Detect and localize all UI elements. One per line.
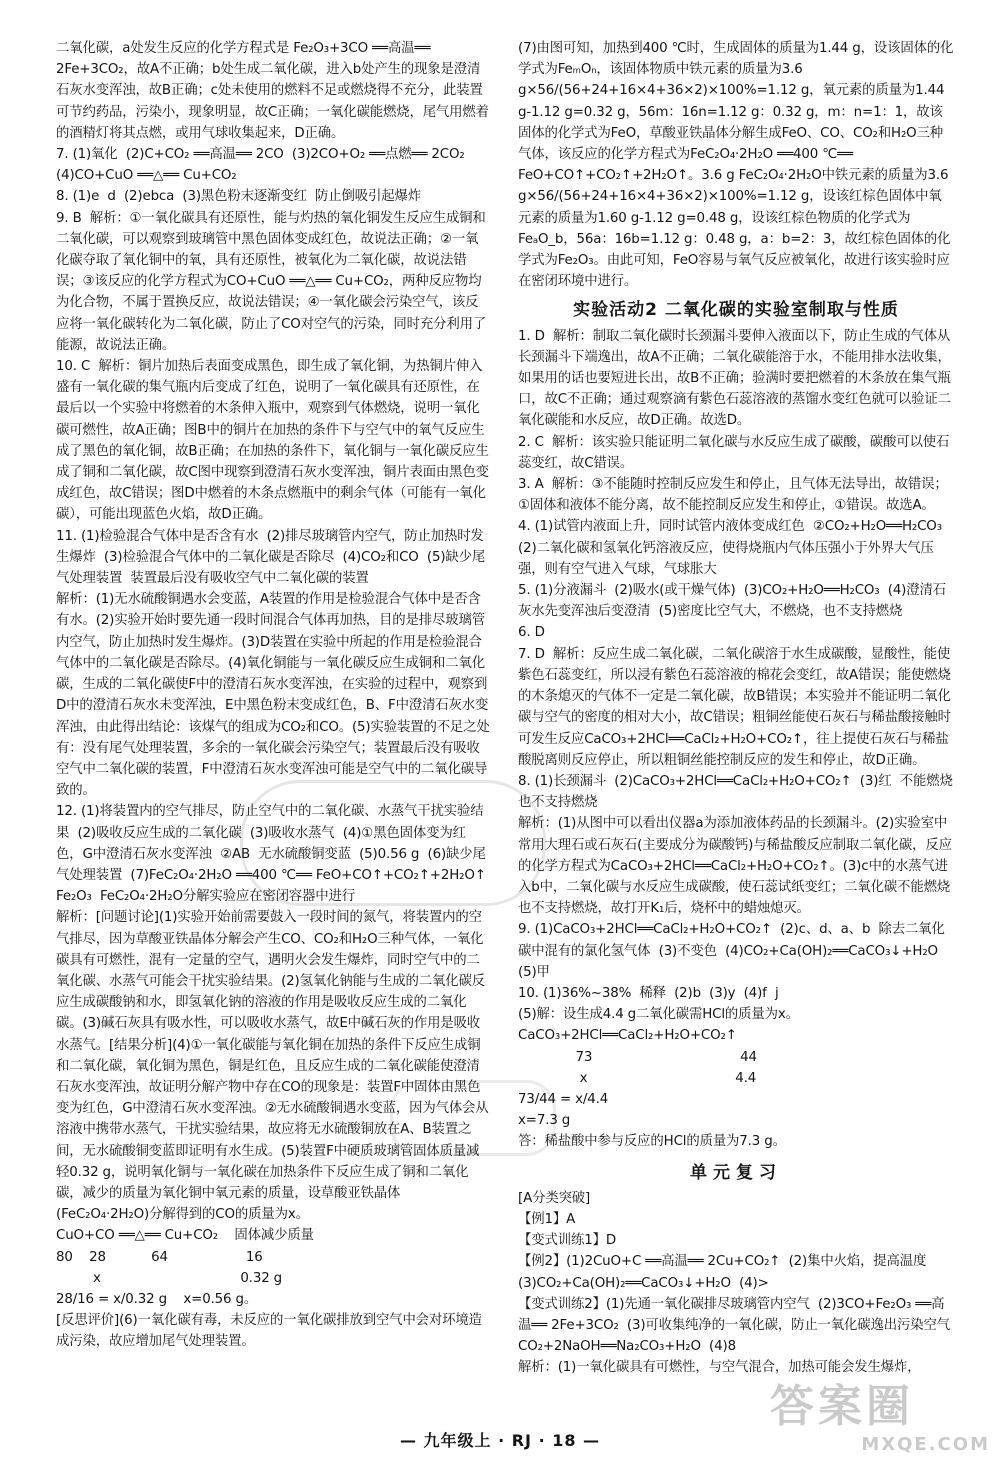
equation-line: 28/16 = x/0.32 g x=0.56 g。 <box>56 1291 258 1307</box>
example-1: 【例1】A <box>518 1211 576 1227</box>
answer-10: 10. C 解析：铜片加热后表面变成黑色，即生成了氧化铜，为热铜片伸入盛有一氧化碳的集气瓶内后变成了红色，说明了一氧化碳具有还原性，在最后以一个实验中将燃着的木条伸入瓶中，观察到气体燃烧，说明一氧化碳可燃性，故A正确；图B中的铜片在加热的条件下与空气中的氧气反应生成了黑色的氧化铜，故B正确；在加热的条件下，氧化铜与一氧化碳反应生成了铜和二氧化碳，故C图中现察到澄清石灰水变浑浊，铜片表面由黑色变成红色，故C错误；图D中燃着的木条点燃瓶中的剩余气体（可能有一氧化碳），可能出现蓝色火焰，故D正确。 <box>56 359 489 523</box>
faint-stamp <box>240 780 546 906</box>
answer-8: 8. (1)e d (2)ebca (3)黑色粉末逐渐变红 防止倒吸引起爆炸 <box>56 189 421 205</box>
category-label: [A分类突破] <box>518 1190 591 1206</box>
variant-2: 【变式训练2】(1)先通一氧化碳排尽玻璃管内空气 (2)3CO+Fe₂O₃ ══高温══ 2Fe+3CO₂ (3)可收集纯净的一氧化碳，防止一氧化碳逸出污染空气 CO₂+2NaOH══Na₂CO₃+H₂O (4)8 <box>518 1296 959 1355</box>
section-title: 实验活动2 二氧化碳的实验室制取与性质 <box>573 300 899 321</box>
exp-answer-4: 4. (1)试管内液面上升，同时试管内液体变成红色 ②CO₂+H₂O══H₂CO₃ (2)二氧化碳和氢氧化钙溶液反应，使得烧瓶内气体压强小于外界大气压强，则有空气进入气球，气球胀大 <box>518 519 951 577</box>
exp-answer-9: 9. (1)CaCO₃+2HCl══CaCl₂+H₂O+CO₂↑ (2)c、d、a、b 除去二氧化碳中混有的氯化氢气体 (3)不变色 (4)CO₂+Ca(OH)₂══CaCO₃↓+H₂O (5)甲 <box>518 922 947 980</box>
example-2: 【例2】(1)2CuO+C ══高温══ 2Cu+CO₂↑ (2)集中火焰，提高温度 (3)CO₂+Ca(OH)₂══CaCO₃↓+H₂O (4)> <box>518 1254 935 1291</box>
calc-line: 73 44 <box>518 1049 757 1065</box>
exp-answer-5: 5. (1)分液漏斗 (2)吸水(或干燥气体) (3)CO₂+H₂O══H₂CO₃ (4)澄清石灰水先变浑浊后变澄清 (5)密度比空气大，不燃烧，也不支持燃烧 <box>518 583 946 620</box>
answer-9: 9. B 解析：①一氧化碳具有还原性，能与灼热的氧化铜发生反应生成铜和二氧化碳，可以观察到玻璃管中黑色固体变成红色，故说法正确；②一氧化碳夺取了氧化铜中的氧，具有还原性，被氧化为二氧化碳，故说法错误；③该反应的化学方程式为CO+CuO ══△══ Cu+CO₂，两种反应物均为化合物，不属于置换反应，故说法错误；④一氧化碳会污染空气，该反应将一氧化碳转化为二氧化碳，防止了CO对空气的污染，同时充分利用了能源，故说法正确。 <box>56 210 487 353</box>
calc-line: x 4.4 <box>518 1070 757 1086</box>
equation-line: CuO+CO ══△══ Cu+CO₂ 固体减少质量 <box>56 1228 314 1244</box>
equation-line: 80 28 64 16 <box>56 1249 263 1265</box>
answer-11: 11. (1)检验混合气体中是否含有水 (2)排尽玻璃管内空气，防止加热时发生爆炸 (3)检验混合气体中的二氧化碳是否除尽 (4)CO₂和CO (5)缺少尾气处理装置 装置最后没有吸收空气中二氧化碳的装置 <box>56 528 486 587</box>
calc-line: (5)解：设生成4.4 g二氧化碳需HCl的质量为x。 <box>518 1007 799 1023</box>
equation-line: x 0.32 g <box>56 1270 283 1286</box>
variant-1: 【变式训练1】D <box>518 1233 616 1249</box>
answer-7-cont: (4)CO+CuO ══△══ Cu+CO₂ <box>56 168 237 184</box>
answer-11-analysis: 解析：(1)无水硫酸铜遇水会变蓝，A装置的作用是检验混合气体中是否含有水。(2)实验开始时要先通一段时间混合气体再加热，目的是排尽玻璃管内空气，防止加热时发生爆炸。(3)D装置在实验中所起的作用是检验混合气体中的二氧化碳是否除尽。(4)氧化铜能与一氧化碳反应生成铜和二氧化碳，生成的二氧化碳使F中的澄清石灰水变浑浊，在实验的过程中，观察到D中的澄清石灰水未变浑浊，E中黑色粉末变成红色，B、F中澄清石灰水变浑浊，由此得出结论：该煤气的组成为CO₂和CO。(5)实验装置的不足之处有：没有尾气处理装置，多余的一氧化碳会污染空气；装置最后没有吸收空气中二氧化碳的装置，F中澄清石灰水变浑浊可能是空气中的二氧化碳导致的。 <box>56 592 490 799</box>
variant-2-analysis: 解析：(1)一氧化碳具有可燃性，与空气混合，加热可能会发生爆炸， <box>518 1360 921 1376</box>
answer-12-analysis: 解析：[问题讨论](1)实验开始前需要鼓入一段时间的氮气，将装置内的空气排尽，因为草酸亚铁晶体分解会产生CO、CO₂和H₂O三种气体，一氧化碳具有可燃性，混有一定量的空气，遇明火会发生爆炸，同时空气中的二氧化碳、水蒸气可能会干扰实验结果。(2)氢氧化钠能与生成的二氧化碳反应生成碳酸钠和水，即氢氧化钠的溶液的作用是吸收反应生成的二氧化碳。(3)碱石灰具有吸水性，可以吸收水蒸气，故E中碱石灰的作用是吸收水蒸气。[结果分析](4)①一氧化碳能与氧化铜在加热的条件下反应生成铜和二氧化碳，氧化铜为黑色，铜是红色，且反应生成的二氧化碳能使澄清石灰水变浑浊，故证明分解产物中存在CO的现象是：装置F中固体由黑色变为红色，G中澄清石灰水变浑浊。②无水硫酸铜遇水变蓝，因为气体会从溶液中携带水蒸气，干扰实验结果，故应将无水硫酸铜放在A、B装置之间，无水硫酸铜变蓝即证明有水生成。(5)装置F中硬质玻璃管固体质量减轻0.32 g，说明氧化铜与一氧化碳在加热条件下反应生成了铜和二氧化碳，减少的质量为氧化铜中氧元素的质量，设草酸亚铁晶体(FeC₂O₄·2H₂O)分解得到的CO的质量为x。 <box>56 910 489 1223</box>
exp-answer-6: 6. D <box>518 625 545 641</box>
watermark-logo <box>770 1370 990 1460</box>
answer-7: 7. (1)氧化 (2)C+CO₂ ══高温══ 2CO (3)2CO+O₂ ══点燃══ 2CO₂ <box>56 147 465 163</box>
answer-12-7: (7)由图可知，加热到400 ℃时，生成固体的质量为1.44 g，设该固体的化学式为FeₘOₙ，该固体物质中铁元素的质量为3.6 g×56/(56+24+16×4+36×2)×100%=1.12 g，氧元素的质量为1.44 g-1.12 g=0.32 g，56m：16n=1.12 g：0.32 g，m：n=1：1，故该固体的化学式为FeO，草酸亚铁晶体分解生成FeO、CO、CO₂和H₂O三种气体，该反应的化学方程式为FeC₂O₄·2H₂O ══400 ℃══ FeO+CO↑+CO₂↑+2H₂O↑。3.6 g FeC₂O₄·2H₂O中铁元素的质量为3.6 g×56/(56+24+16×4+36×2)×100%=1.12 g，设该红棕色固体中氧元素的质量为1.60 g-1.12 g=0.48 g，设该红棕色物质的化学式为FeₐO_b，56a：16b=1.12 g：0.48 g，a：b=2：3，故红棕色固体的化学式为Fe₂O₃。由此可知，FeO容易与氧气反应被氧化，故进行该实验时应在密闭环境中进行。 <box>518 41 954 290</box>
section-title: 单元复习 <box>690 1162 782 1183</box>
faint-stamp <box>390 1080 556 1156</box>
exp-answer-8: 8. (1)长颈漏斗 (2)CaCO₃+2HCl══CaCl₂+H₂O+CO₂↑ (3)红 不能燃烧也不支持燃烧 <box>518 773 953 811</box>
exp-answer-7: 7. D 解析：反应生成二氧化碳，二氧化碳溶于水生成碳酸，显酸性，能使紫色石蕊变红，所以浸有紫色石蕊溶液的棉花会变红，故A错误；能使燃烧的木条熄灭的气体不一定是二氧化碳，故B错误；本实验并不能证明二氧化碳与空气的密度的相对大小，故C错误；粗铜丝能使石灰石与稀盐酸接触时可发生反应CaCO₃+2HCl══CaCl₂+H₂O+CO₂↑，往上提使石灰石与稀盐酸脱离则反应停止，所以粗铜丝能控制反应的发生和停止，故D正确。 <box>518 646 951 768</box>
exp-answer-8-analysis: 解析：(1)从图中可以看出仪器a为添加液体药品的长颈漏斗。(2)实验室中常用大理石或石灰石(主要成分为碳酸钙)与稀盐酸反应制取二氧化碳，反应的化学方程式为CaCO₃+2HCl══CaCl₂+H₂O+CO₂↑。(3)c中的水蒸气进入b中，二氧化碳与水反应生成碳酸，使石蕊试纸变红；二氧化碳不能燃烧也不支持燃烧，故打开K₁后，烧杯中的蜡烛熄灭。 <box>518 816 952 917</box>
calc-line: x=7.3 g <box>518 1113 571 1129</box>
calc-line: CaCO₃+2HCl══CaCl₂+H₂O+CO₂↑ <box>518 1028 737 1044</box>
paragraph: 二氧化碳，a处发生反应的化学方程式是 Fe₂O₃+3CO ══高温══ 2Fe+3CO₂，故A不正确；b处生成二氧化碳，进入b处产生的现象是澄清石灰水变浑浊，故B正确；c处未使用的燃料不足或燃烧得不充分，此装置可节约药品，污染小，现象明显，故C正确；一氧化碳能燃烧，尾气用燃着的酒精灯将其点燃，或用气球收集起来，D正确。 <box>56 41 489 141</box>
reflection: [反思评价](6)一氧化碳有毒，未反应的一氧化碳排放到空气中会对环境造成污染，故应增加尾气处理装置。 <box>56 1313 482 1350</box>
watermark-url: MXQE.COM <box>861 1434 990 1455</box>
exp-answer-3: 3. A 解析：③不能随时控制反应发生和停止，且气体无法导出，故错误；①固体和液体不能分离，故不能控制反应发生和停止，①错误。故选A。 <box>518 477 948 514</box>
calc-answer: 答：稀盐酸中参与反应的HCl的质量为7.3 g。 <box>518 1134 786 1150</box>
calc-line: 73/44 = x/4.4 <box>518 1091 609 1107</box>
watermark-text: 答案圈 <box>770 1381 914 1432</box>
page-footer: — 九年级上 · RJ · 18 — <box>399 1431 601 1450</box>
exp-answer-1: 1. D 解析：制取二氧化碳时长颈漏斗要伸入液面以下，防止生成的气体从长颈漏斗下端逸出，故A不正确；二氧化碳能溶于水，不能用排水法收集，如果用的话也要短进长出，故B不正确；验满时要把燃着的木条放在集气瓶口，故C不正确；通过观察滴有紫色石蕊溶液的蒸馏水变红色就可以验证二氧化碳能和水反应，故D正确。故选D。 <box>518 328 951 429</box>
right-column <box>518 38 959 1379</box>
exp-answer-2: 2. C 解析：该实验只能证明二氧化碳与水反应生成了碳酸，碳酸可以使石蕊变红，故C错误。 <box>518 434 950 471</box>
answer-12: 12. (1)将装置内的空气排尽，防止空气中的二氧化碳、水蒸气干扰实验结果 (2)吸收反应生成的二氧化碳 (3)吸收水蒸气 (4)①黑色固体变为红色，G中澄清石灰水变浑浊 ②AB 无水硫酸铜变蓝 (5)0.56 g (6)缺少尾气处理装置 (7)FeC₂O₄·2H₂O ══400 ℃══ FeO+CO↑+CO₂↑+2H₂O↑ Fe₂O₃ FeC₂O₄·2H₂O分解实验应在密闭容器中进行 <box>56 804 495 905</box>
exp-answer-10: 10. (1)36%~38% 稀释 (2)b (3)y (4)f j <box>518 985 779 1001</box>
